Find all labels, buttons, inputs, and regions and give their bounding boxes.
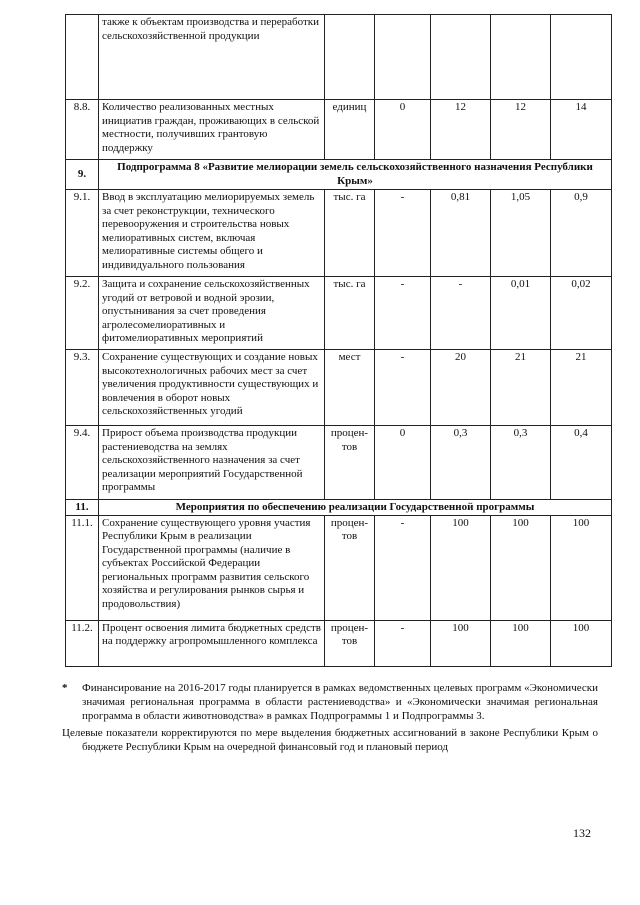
value-cell: 14 — [551, 100, 612, 160]
indicator-name: Ввод в эксплуатацию мелиорируемых земель за счет реконструкции, технического перевооружения и строительства новых мелиоративных систем, включая мелиоративные системы общего и индивидуального пользования — [99, 190, 325, 277]
indicator-name: Сохранение существующего уровня участия Республики Крым в реализации Государственной программы (наличие в субъектах Российской Федерации региональных программ развития сельского хозяйства и регулирования рынков сырья и продовольствия) — [99, 515, 325, 620]
unit-cell: единиц — [325, 100, 375, 160]
value-cell: 100 — [551, 515, 612, 620]
value-cell: 12 — [491, 100, 551, 160]
table-row — [66, 515, 612, 620]
value-cell — [375, 15, 431, 100]
unit-cell: процен-тов — [325, 620, 375, 666]
value-cell: 0,01 — [491, 277, 551, 350]
row-number: 9.4. — [66, 426, 99, 500]
value-cell: 100 — [491, 515, 551, 620]
table-row — [66, 620, 612, 666]
table-row — [66, 426, 612, 500]
value-cell: - — [375, 277, 431, 350]
unit-cell — [325, 15, 375, 100]
section-number: 9. — [66, 160, 99, 190]
indicator-name: Защита и сохранение сельскохозяйственных угодий от ветровой и водной эрозии, опустынивания за счет проведения агролесомелиоративных и фитомелиоративных мероприятий — [99, 277, 325, 350]
value-cell: 100 — [491, 620, 551, 666]
value-cell: - — [375, 350, 431, 426]
value-cell: 0,81 — [431, 190, 491, 277]
value-cell: 0 — [375, 426, 431, 500]
row-number — [66, 15, 99, 100]
value-cell — [491, 15, 551, 100]
row-number: 8.8. — [66, 100, 99, 160]
value-cell: 0,3 — [431, 426, 491, 500]
targets-note: Целевые показатели корректируются по мере выделения бюджетных ассигнований в законе Республики Крым о бюджете Республики Крым на очередной финансовый год и плановый период — [62, 727, 598, 753]
row-number: 9.3. — [66, 350, 99, 426]
row-number: 11.1. — [66, 515, 99, 620]
row-number: 9.2. — [66, 277, 99, 350]
indicator-name: Сохранение существующих и создание новых высокотехнологичных рабочих мест за счет увеличения продуктивности существующих и вовлечения в оборот новых сельскохозяйственных угодий — [99, 350, 325, 426]
value-cell: 0,3 — [491, 426, 551, 500]
value-cell: - — [375, 620, 431, 666]
value-cell: 0 — [375, 100, 431, 160]
footnote-text: Финансирование на 2016-2017 годы планируется в рамках ведомственных целевых программ «Экономически значимая региональная программа в области растениеводства» и «Экономически значимая региональная программа в области животноводства» в рамках Подпрограммы 1 и Подпрограммы 3. — [82, 682, 598, 722]
unit-cell: процен-тов — [325, 426, 375, 500]
indicator-name: Прирост объема производства продукции растениеводства на землях сельскохозяйственного назначения за счет реализации мероприятий Государственной программы — [99, 426, 325, 500]
unit-cell: мест — [325, 350, 375, 426]
row-number: 9.1. — [66, 190, 99, 277]
footnote-marker: * — [62, 682, 68, 694]
value-cell: 0,02 — [551, 277, 612, 350]
value-cell: 100 — [431, 515, 491, 620]
unit-cell: процен-тов — [325, 515, 375, 620]
section-row — [66, 500, 612, 516]
value-cell: 100 — [551, 620, 612, 666]
section-number: 11. — [66, 500, 99, 516]
indicator-name: также к объектам производства и переработки сельскохозяйственной продукции — [99, 15, 325, 100]
section-row — [66, 160, 612, 190]
footnote — [62, 681, 598, 723]
value-cell: 100 — [431, 620, 491, 666]
value-cell: 21 — [491, 350, 551, 426]
value-cell: - — [375, 515, 431, 620]
indicators-table — [65, 14, 612, 667]
page-number: 132 — [573, 826, 591, 840]
indicator-name: Процент освоения лимита бюджетных средств на поддержку агропромышленного комплекса — [99, 620, 325, 666]
value-cell: 21 — [551, 350, 612, 426]
indicator-name: Количество реализованных местных инициатив граждан, проживающих в сельской местности, получивших грантовую поддержку — [99, 100, 325, 160]
table-row — [66, 100, 612, 160]
section-title: Подпрограмма 8 «Развитие мелиорации земель сельскохозяйственного назначения Республики Крым» — [99, 160, 612, 190]
value-cell — [431, 15, 491, 100]
notes-block — [62, 681, 598, 754]
value-cell: 0,9 — [551, 190, 612, 277]
value-cell — [551, 15, 612, 100]
value-cell: 1,05 — [491, 190, 551, 277]
row-number: 11.2. — [66, 620, 99, 666]
table-row — [66, 15, 612, 100]
value-cell: - — [431, 277, 491, 350]
value-cell: 12 — [431, 100, 491, 160]
value-cell: - — [375, 190, 431, 277]
table-row — [66, 277, 612, 350]
section-title: Мероприятия по обеспечению реализации Государственной программы — [99, 500, 612, 516]
value-cell: 0,4 — [551, 426, 612, 500]
table-row — [66, 350, 612, 426]
table-row — [66, 190, 612, 277]
unit-cell: тыс. га — [325, 277, 375, 350]
value-cell: 20 — [431, 350, 491, 426]
unit-cell: тыс. га — [325, 190, 375, 277]
